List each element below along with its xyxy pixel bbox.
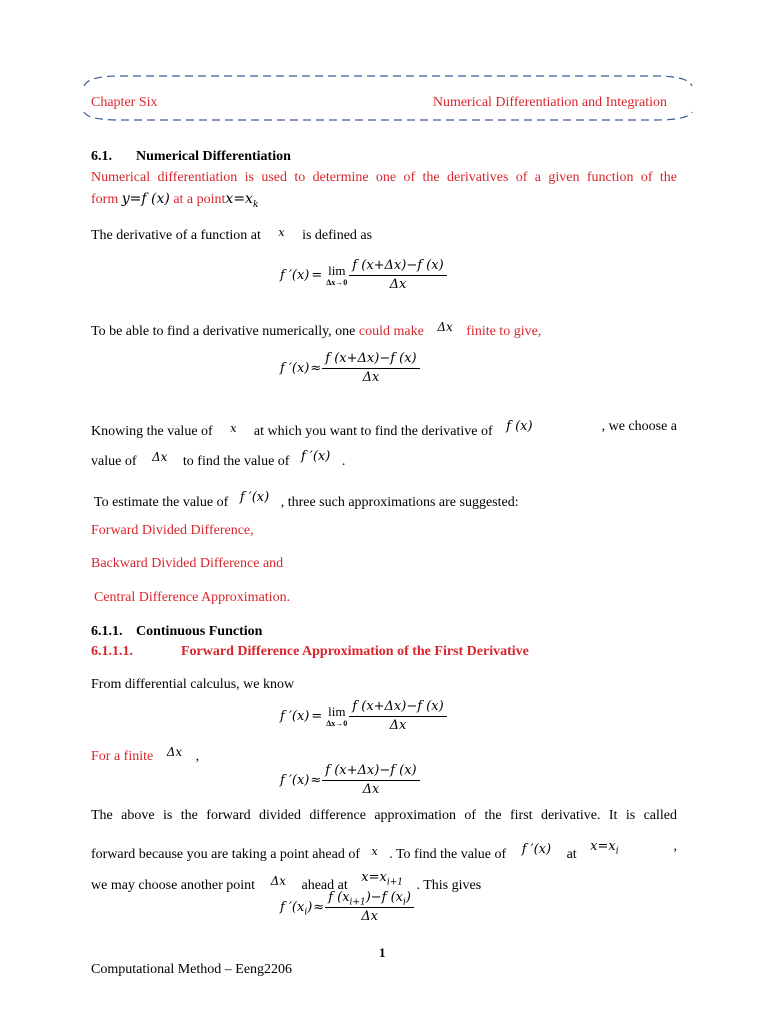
numerical-text: To be able to find a derivative numerically, one could make Δx finite to give, <box>91 320 542 339</box>
equation-approximation-2: f ′(x) ≈ $\frac{f (x+\Delta x)-f (x)}{\Delta x}$ <box>280 762 420 799</box>
intro-line-2: form y=f (x) at a $pointx=x_k$ <box>91 191 259 210</box>
above-line-1: The above is the forward divided difference approximation of the first derivative. It is called <box>91 808 677 823</box>
chapter-title: Numerical Differentiation and Integration <box>432 95 667 110</box>
above-line-3: we may choose another point Δx ahead at $x=x_{i+1}$ . This gives <box>91 870 482 893</box>
knowing-line-2: value of Δx to find the value of f ′(x) . <box>91 449 346 469</box>
page-number: 1 <box>379 945 386 960</box>
intro-line-1: Numerical differentiation is used to determine one of the derivatives of a given function of the <box>91 170 677 185</box>
method-forward: Forward Divided Difference, <box>91 523 254 538</box>
section-6-1-number: 6.1. <box>91 149 112 164</box>
calculus-text: From differential calculus, we know <box>91 677 295 692</box>
section-6-1-1-1-number: 6.1.1.1. <box>91 644 133 659</box>
above-line-2: forward because you are taking a point ahead of $^x$ . To find the value of f ′(x) at $x=x_i$ , <box>91 839 677 862</box>
estimate-text: To estimate the value of f ′(x) , three such approximations are suggested: <box>94 490 519 510</box>
finite-text: For a finite Δx , <box>91 745 200 764</box>
section-6-1-1-number: 6.1.1. <box>91 624 123 639</box>
section-6-1-title: Numerical Differentiation <box>136 149 291 164</box>
knowing-line-1: Knowing the value of $^x$ at which you want to find the derivative of f (x) , we choose a <box>91 419 677 439</box>
footer-course: Computational Method – Eeng2206 <box>91 962 293 977</box>
section-6-1-1-title: Continuous Function <box>136 624 263 639</box>
chapter-label: Chapter Six <box>91 95 158 110</box>
equation-forward-difference: f $'(x_i)$ ≈ $\frac{f (x_{i+1})-f (x_i)}{\Delta x}$ <box>280 889 414 926</box>
section-6-1-1-1-title: Forward Difference Approximation of the First Derivative <box>181 644 529 659</box>
method-backward: Backward Divided Difference and <box>91 556 284 571</box>
equation-derivative-definition: f ′(x) = lim Δx→0 $\frac{f (x+\Delta x)-f (x)}{\Delta x}$ <box>280 257 447 294</box>
equation-approximation-1: f ′(x) ≈ $\frac{f (x+\Delta x)-f (x)}{\Delta x}$ <box>280 350 420 387</box>
method-central: Central Difference Approximation. <box>94 590 291 605</box>
definition-text: The derivative of a function at $^x$ is defined as <box>91 226 373 243</box>
equation-derivative-limit: f ′(x) = lim Δx→0 $\frac{f (x+\Delta x)-f (x)}{\Delta x}$ <box>280 698 447 735</box>
